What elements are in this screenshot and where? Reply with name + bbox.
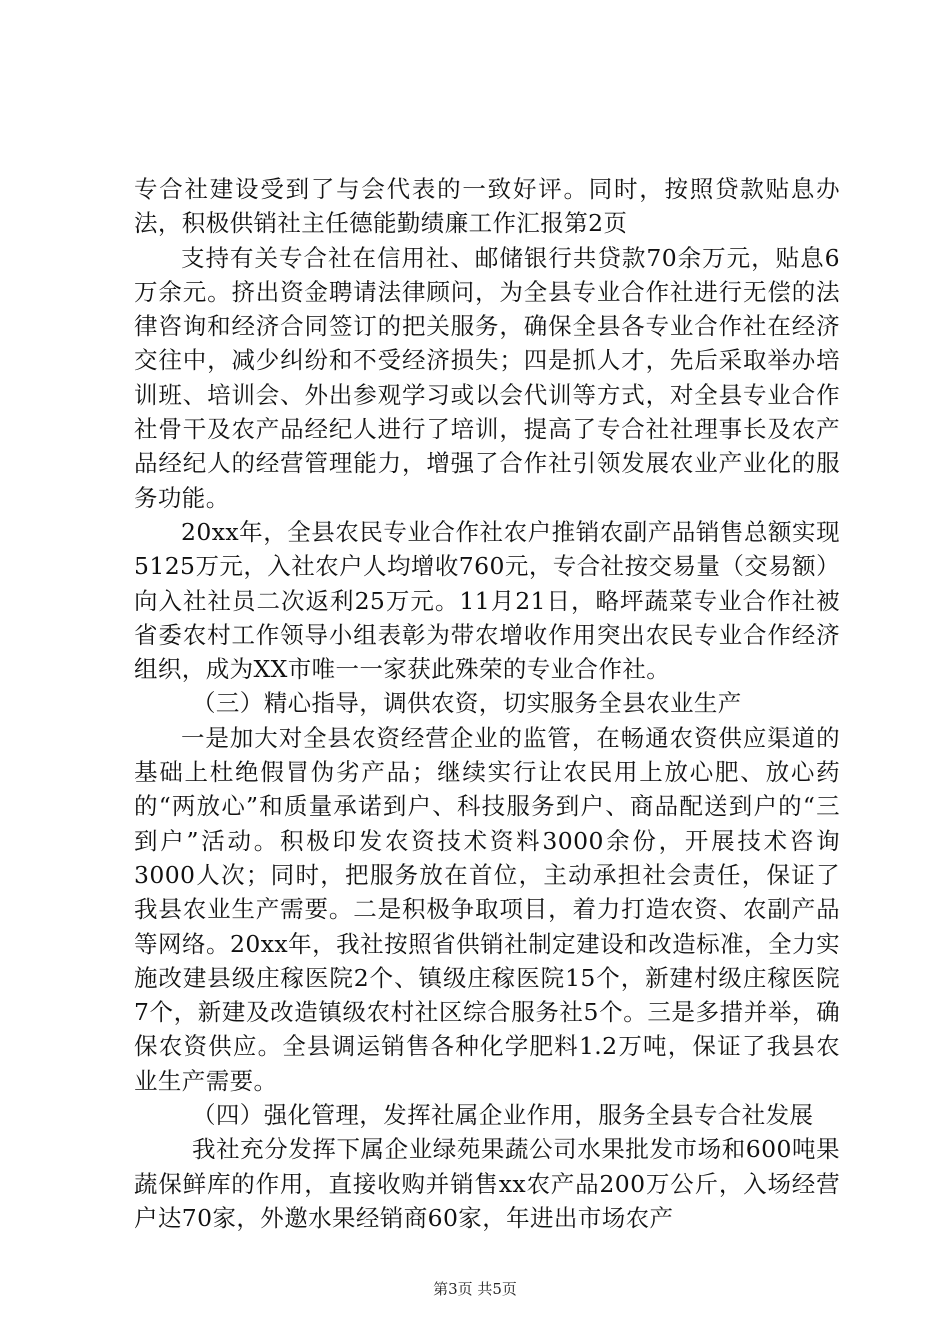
paragraph-sales-results: 20xx年，全县农民专业合作社农户推销农副产品销售总额实现5125万元，入社农户人均增收760元，专合社按交易量（交易额）向入社社员二次返利25万元。11月21日，略坪蔬菜专业合作社被省委农村工作领导小组表彰为带农增收作用突出农民专业合作经济组织，成为XX市唯一一家获此殊荣的专业合作社。 xyxy=(134,517,840,684)
paragraph-continuation: 专合社建设受到了与会代表的一致好评。同时，按照贷款贴息办法，积极供销社主任德能勤绩廉工作汇报第2页 xyxy=(134,175,840,238)
paragraph-agri-supplies: 一是加大对全县农资经营企业的监管，在畅通农资供应渠道的基础上杜绝假冒伪劣产品；继续实行让农民用上放心肥、放心药的“两放心”和质量承诺到户、科技服务到户、商品配送到户的“三到户”活动。积极印发农资技术资料3000余份，开展技术咨询3000人次；同时，把服务放在首位，主动承担社会责任，保证了我县农业生产需要。二是积极争取项目，着力打造农资、农副产品等网络。20xx年，我社按照省供销社制定建设和改造标准，全力实施改建县级庄稼医院2个、镇级庄稼医院15个，新建村级庄稼医院7个，新建及改造镇级农村社区综合服务社5个。三是多措并举，确保农资供应。全县调运销售各种化学肥料1.2万吨，保证了我县农业生产需要。 xyxy=(134,723,840,1095)
section-heading-4: （四）强化管理，发挥社属企业作用，服务全县专合社发展 xyxy=(192,1101,814,1130)
paragraph-loans: 支持有关专合社在信用社、邮储银行共贷款70余万元，贴息6万余元。挤出资金聘请法律顾问，为全县专业合作社进行无偿的法律咨询和经济合同签订的把关服务，确保全县各专业合作社在经济交往中，减少纠纷和不受经济损失；四是抓人才，先后采取举办培训班、培训会、外出参观学习或以会代训等方式，对全县专业合作社骨干及农产品经纪人进行了培训，提高了专合社社理事长及农产品经纪人的经营管理能力，增强了合作社引领发展农业产业化的服务功能。 xyxy=(134,243,840,512)
body-text xyxy=(134,172,840,1235)
section-heading-3: （三）精心指导，调供农资，切实服务全县农业生产 xyxy=(192,689,742,718)
page-footer: 第3页 共5页 xyxy=(433,1280,517,1298)
paragraph-enterprises: 我社充分发挥下属企业绿苑果蔬公司水果批发市场和600吨果蔬保鲜库的作用，直接收购并销售xx农产品200万公斤，入场经营户达70家，外邀水果经销商60家，年进出市场农产 xyxy=(134,1135,840,1232)
